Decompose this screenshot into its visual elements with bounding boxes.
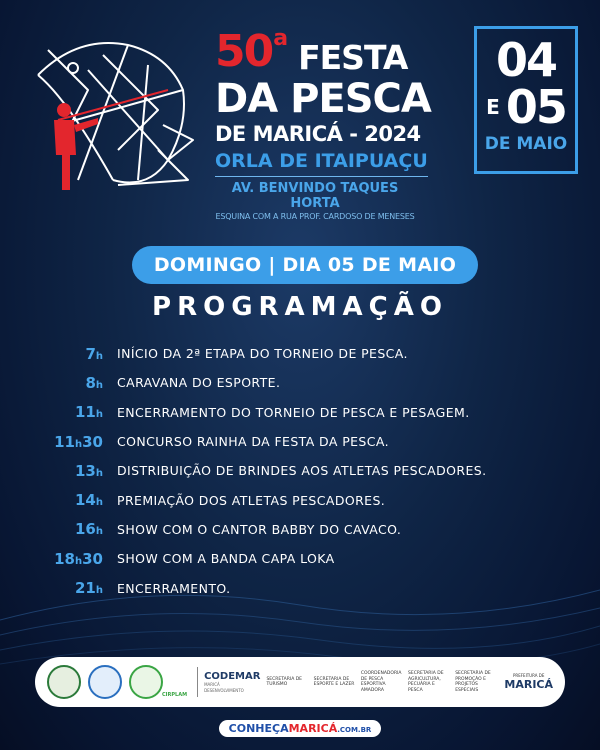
cirplam-label: CIRPLAM: [162, 692, 188, 698]
codemar-subtitle: MARICÁ DESENVOLVIMENTO: [204, 681, 244, 693]
prefeitura-name: MARICÁ: [504, 678, 553, 691]
sec-pesca: COORDENADORIA DE PESCA ESPORTIVA AMADORA: [360, 671, 402, 693]
date-second-row: [477, 80, 575, 134]
time-hour: 14: [75, 491, 96, 510]
time-hour: 11: [75, 403, 96, 422]
schedule-time: [0, 491, 103, 509]
sec-agricultura: SECRETARIA DE AGRICULTURA, PECUÁRIA E PESCA: [408, 671, 444, 693]
codemar-logo: [204, 671, 260, 694]
schedule-time: [0, 403, 103, 421]
schedule-description: CONCURSO RAINHA DA FESTA DA PESCA.: [117, 434, 389, 450]
sec-turismo: SECRETARIA DE TURISMO: [266, 676, 303, 687]
title-first-line: [215, 28, 425, 78]
schedule-item: [0, 339, 600, 368]
schedule-time: [0, 462, 103, 480]
codemar-name: CODEMAR: [204, 670, 261, 682]
hour-marker: h: [95, 350, 103, 362]
program-heading: PROGRAMAÇÃO: [152, 292, 448, 322]
footer-part-2: MARICÁ: [288, 722, 338, 735]
schedule-item: [0, 427, 600, 456]
schedule-item: [0, 398, 600, 427]
hour-marker: h: [75, 555, 83, 567]
schedule-item: [0, 485, 600, 514]
sec-esporte: SECRETARIA DE ESPORTE E LAZER: [313, 676, 355, 687]
date-month: DE MAIO: [484, 134, 568, 154]
schedule-description: CARAVANA DO ESPORTE.: [117, 375, 281, 391]
title-da-pesca: DA PESCA: [215, 76, 431, 122]
time-hour: 16: [75, 520, 96, 539]
schedule-time: [0, 433, 103, 451]
fish-fisherman-logo: [18, 30, 198, 200]
footer-part-1: CONHEÇA: [228, 722, 289, 735]
schedule-time: [0, 345, 103, 363]
sec-promocao: SECRETARIA DE PROMOÇÃO E PROJETOS ESPECIAIS: [455, 671, 491, 693]
schedule-time: [0, 579, 103, 597]
title-city-year: DE MARICÁ - 2024: [215, 122, 421, 146]
address-detail: ESQUINA COM A RUA PROF. CARDOSO DE MENESES: [215, 212, 415, 221]
schedule-item: [0, 368, 600, 397]
time-hour: 13: [75, 461, 96, 480]
conheca-marica-badge: [219, 720, 382, 737]
cirplam-logo-icon: [129, 665, 163, 699]
schedule-description: ENCERRAMENTO.: [117, 580, 231, 596]
sponsor-logos-bar: [35, 657, 565, 707]
fishing-association-icon: [88, 665, 122, 699]
schedule-item: [0, 515, 600, 544]
time-minutes: 30: [82, 432, 103, 451]
prefeitura-top: PREFEITURA DE: [513, 673, 545, 678]
schedule-time: [0, 520, 103, 538]
time-hour: 7: [85, 344, 96, 363]
schedule-item: [0, 573, 600, 602]
divider: [197, 667, 198, 697]
time-minutes: 30: [82, 549, 103, 568]
time-hour: 21: [75, 579, 96, 598]
schedule-description: SHOW COM A BANDA CAPA LOKA: [117, 551, 335, 567]
day-label-pill: DOMINGO | DIA 05 DE MAIO: [132, 246, 478, 284]
time-hour: 8: [85, 373, 96, 392]
conheca-marica-footer: [0, 717, 600, 737]
hour-marker: h: [75, 438, 83, 450]
date-day-1: 04: [495, 33, 556, 87]
hour-marker: h: [95, 467, 103, 479]
schedule-item: [0, 456, 600, 485]
schedule-description: ENCERRAMENTO DO TORNEIO DE PESCA E PESAGEM.: [117, 404, 470, 420]
schedule-time: [0, 550, 103, 568]
date-box: [474, 26, 578, 174]
hour-marker: h: [95, 526, 103, 538]
time-hour: 11: [54, 432, 75, 451]
edition-number: 50: [215, 26, 273, 77]
hour-marker: h: [95, 379, 103, 391]
address-line: AV. BENVINDO TAQUES HORTA: [231, 181, 399, 211]
title-festa: FESTA: [298, 38, 408, 77]
schedule-list: [0, 339, 600, 603]
maricá-seal-icon: [47, 665, 81, 699]
prefeitura-logo: [504, 673, 553, 691]
edition-suffix: a: [273, 26, 289, 51]
schedule-description: PREMIAÇÃO DOS ATLETAS PESCADORES.: [117, 492, 386, 508]
schedule-description: INÍCIO DA 2ª ETAPA DO TORNEIO DE PESCA.: [117, 346, 408, 362]
hour-marker: h: [95, 585, 103, 597]
date-connector: E: [486, 95, 500, 119]
schedule-description: SHOW COM O CANTOR BABBY DO CAVACO.: [117, 521, 402, 537]
footer-part-3: .COM.BR: [337, 726, 372, 734]
schedule-description: DISTRIBUIÇÃO DE BRINDES AOS ATLETAS PESCADORES.: [117, 463, 487, 479]
date-day-2: 05: [505, 80, 566, 134]
location-name: ORLA DE ITAIPUAÇU: [215, 148, 428, 177]
schedule-item: [0, 544, 600, 573]
schedule-time: [0, 374, 103, 392]
hour-marker: h: [95, 409, 103, 421]
hour-marker: h: [95, 497, 103, 509]
event-title: [215, 26, 431, 222]
time-hour: 18: [54, 549, 75, 568]
